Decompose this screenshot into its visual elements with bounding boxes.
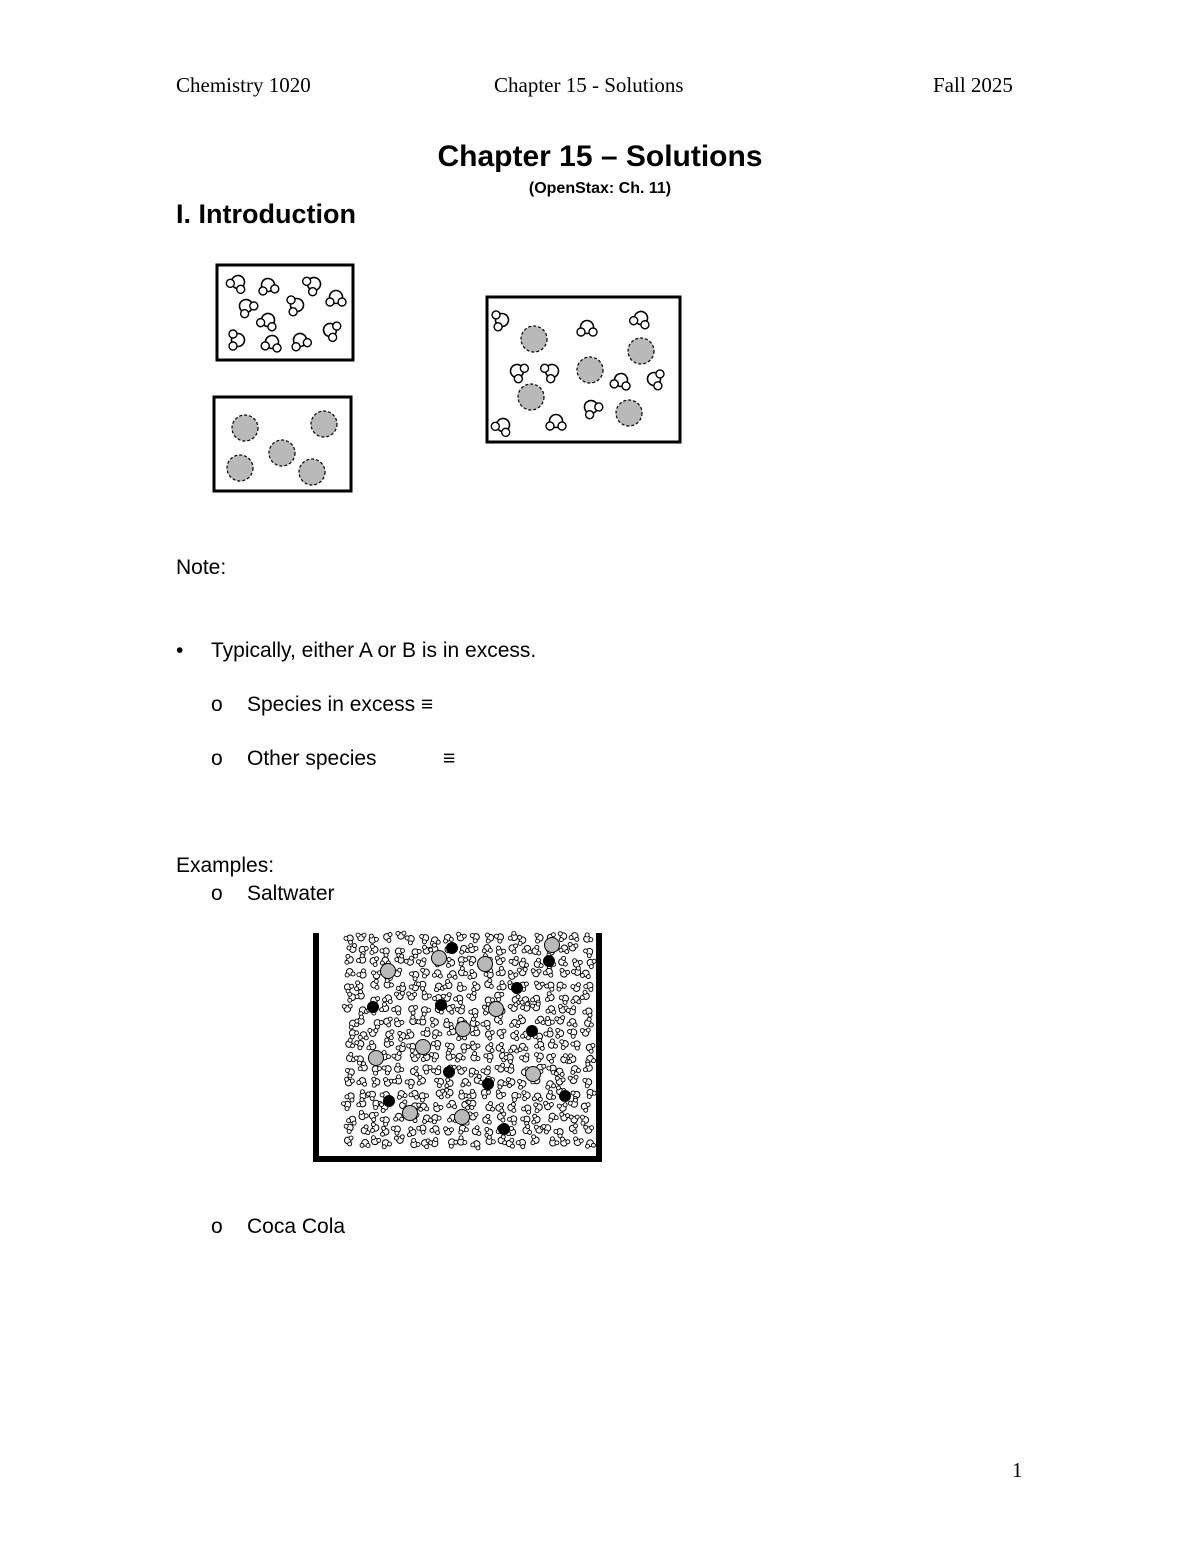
water-molecule-icon	[369, 955, 379, 967]
water-molecule-icon	[356, 933, 366, 941]
water-molecule-icon	[543, 1027, 556, 1040]
water-molecule-icon	[469, 1051, 481, 1064]
water-molecule-icon	[356, 1076, 368, 1086]
water-molecule-icon	[342, 981, 354, 994]
water-molecule-icon	[383, 931, 393, 942]
water-molecule-icon	[495, 1078, 508, 1090]
water-molecule-icon	[455, 932, 467, 943]
saltwater-beaker	[316, 931, 599, 1159]
header-term: Fall 2025	[933, 73, 1013, 97]
sub-bullet-marker: o	[211, 747, 223, 770]
water-molecule-icon	[553, 1126, 566, 1139]
water-molecule-icon	[558, 968, 570, 979]
water-molecule-icon	[569, 1064, 581, 1075]
solute-particle	[518, 384, 544, 410]
pure-solvent-box	[217, 265, 353, 360]
water-molecule-icon	[494, 956, 506, 966]
water-molecule-icon	[522, 945, 533, 954]
water-molecule-icon	[419, 1004, 432, 1016]
water-molecule-icon	[455, 981, 468, 994]
water-molecule-icon	[545, 991, 555, 1003]
water-molecule-icon	[346, 943, 358, 954]
water-molecule-icon	[567, 1018, 578, 1028]
water-molecule-icon	[506, 1138, 515, 1149]
water-molecule-icon	[408, 1089, 420, 1100]
water-molecule-icon	[392, 1074, 405, 1087]
water-molecule-icon	[381, 1063, 393, 1076]
example-coca-cola: Coca Cola	[247, 1215, 346, 1238]
header-chapter: Chapter 15 - Solutions	[494, 73, 684, 97]
water-molecule-icon	[583, 946, 595, 959]
water-molecule-icon	[420, 1026, 433, 1039]
water-molecule-icon	[482, 1114, 492, 1126]
water-molecule-icon	[484, 1101, 495, 1113]
water-molecule-icon	[517, 1078, 527, 1089]
water-molecule-icon	[446, 957, 455, 968]
water-molecule-icon	[407, 1127, 417, 1138]
water-molecule-icon	[368, 1110, 379, 1122]
water-molecule-icon	[585, 1042, 596, 1054]
water-molecule-icon	[456, 1065, 468, 1075]
beaker-contents	[341, 931, 597, 1151]
ion-particle	[544, 956, 555, 967]
water-molecule-icon	[343, 1077, 355, 1087]
water-molecule-icon	[346, 1114, 358, 1125]
water-molecule-icon	[345, 954, 355, 965]
water-molecule-icon	[519, 1052, 531, 1063]
bullet-dot: •	[176, 639, 184, 662]
water-molecule-icon	[569, 1115, 579, 1123]
water-molecule-icon	[484, 978, 494, 990]
water-molecule-icon	[494, 1089, 506, 1100]
page-title: Chapter 15 – Solutions	[437, 140, 763, 173]
ion-particle	[368, 1002, 379, 1013]
water-molecule-icon	[390, 1123, 402, 1136]
water-molecule-icon	[543, 967, 555, 978]
water-molecule-icon	[558, 1112, 570, 1122]
solute-particle	[311, 411, 337, 437]
water-molecule-icon	[516, 1014, 526, 1026]
solute-particle	[403, 1106, 418, 1121]
water-molecule-icon	[554, 1015, 565, 1025]
water-molecule-icon	[446, 1136, 459, 1149]
pure-solute-box	[214, 397, 351, 491]
solute-particle	[478, 957, 493, 972]
solute-particle	[369, 1051, 384, 1066]
water-molecule-icon	[508, 1002, 520, 1012]
water-molecule-icon	[470, 1139, 483, 1151]
water-molecule-icon	[372, 971, 382, 979]
ion-particle	[444, 1067, 455, 1078]
water-molecule-icon	[544, 1080, 556, 1090]
water-molecule-icon	[410, 1066, 419, 1077]
water-molecule-icon	[473, 1074, 483, 1086]
water-molecule-icon	[506, 970, 518, 981]
water-molecule-icon	[391, 1004, 404, 1016]
water-molecule-icon	[531, 1135, 540, 1146]
water-molecule-icon	[583, 1017, 594, 1029]
water-molecule-icon	[431, 1065, 444, 1077]
solute-particle	[432, 951, 447, 966]
water-molecule-icon	[409, 969, 421, 982]
water-molecule-icon	[484, 1028, 495, 1040]
water-molecule-icon	[485, 932, 494, 943]
water-molecule-icon	[571, 995, 582, 1004]
water-molecule-icon	[447, 970, 458, 980]
water-molecule-icon	[396, 1089, 408, 1099]
water-molecule-icon	[370, 944, 379, 955]
water-molecule-icon	[430, 1028, 443, 1040]
sub-bullet-other-symbol: ≡	[443, 747, 456, 770]
water-molecule-icon	[544, 980, 557, 992]
water-molecule-icon	[356, 1097, 368, 1110]
water-molecule-icon	[517, 935, 526, 946]
water-molecule-icon	[430, 1017, 439, 1028]
water-molecule-icon	[345, 1066, 356, 1078]
water-molecule-icon	[456, 954, 469, 967]
water-molecule-icon	[534, 981, 545, 990]
water-molecule-icon	[372, 1017, 385, 1030]
water-molecule-icon	[541, 1122, 552, 1134]
water-molecule-icon	[485, 1042, 495, 1053]
water-molecule-icon	[429, 1050, 440, 1062]
water-molecule-icon	[509, 1090, 522, 1102]
water-molecule-icon	[445, 1078, 454, 1089]
water-molecule-icon	[494, 931, 506, 944]
water-molecule-icon	[532, 1114, 541, 1125]
water-molecule-icon	[396, 931, 406, 939]
solute-particle	[381, 964, 396, 979]
water-molecule-icon	[443, 1050, 456, 1062]
water-molecule-icon	[382, 1077, 394, 1087]
solute-particle	[616, 400, 642, 426]
water-molecule-icon	[580, 1115, 589, 1126]
water-molecule-icon	[544, 1089, 556, 1102]
water-molecule-icon	[532, 958, 543, 970]
water-molecule-icon	[408, 1138, 421, 1151]
water-molecule-icon	[444, 1087, 453, 1098]
water-molecule-icon	[480, 1065, 493, 1077]
water-molecule-icon	[482, 944, 493, 953]
solute-particle	[299, 459, 325, 485]
water-molecule-icon	[580, 990, 592, 1002]
water-molecule-icon	[435, 1088, 445, 1100]
water-molecule-icon	[496, 980, 508, 993]
water-molecule-icon	[404, 933, 416, 946]
water-molecule-icon	[557, 956, 567, 968]
water-molecule-icon	[507, 1113, 520, 1125]
water-molecule-icon	[458, 944, 470, 954]
water-molecule-icon	[558, 931, 568, 942]
water-molecule-icon	[546, 1005, 557, 1015]
water-molecule-icon	[495, 966, 507, 979]
water-molecule-icon	[417, 1075, 426, 1086]
water-molecule-icon	[557, 1102, 569, 1112]
water-molecule-icon	[344, 968, 355, 978]
water-molecule-icon	[569, 1123, 578, 1134]
water-molecule-icon	[483, 1051, 495, 1064]
water-molecule-icon	[521, 1124, 532, 1136]
water-molecule-icon	[495, 1042, 504, 1053]
water-molecule-icon	[466, 1089, 478, 1102]
water-molecule-icon	[380, 1126, 390, 1137]
water-molecule-icon	[517, 967, 528, 976]
water-molecule-icon	[531, 969, 541, 977]
water-molecule-icon	[431, 1102, 444, 1114]
water-molecule-icon	[508, 942, 518, 954]
water-molecule-icon	[428, 1137, 441, 1149]
water-molecule-icon	[434, 1076, 446, 1088]
water-molecule-icon	[471, 1125, 481, 1137]
water-molecule-icon	[342, 1004, 352, 1012]
water-molecule-icon	[506, 1077, 516, 1088]
water-molecule-icon	[497, 1134, 507, 1146]
ion-particle	[436, 1000, 447, 1011]
water-molecule-icon	[356, 968, 369, 980]
example-saltwater: Saltwater	[247, 882, 335, 905]
water-molecule-icon	[468, 1006, 481, 1018]
water-molecule-icon	[547, 1136, 560, 1149]
water-molecule-icon	[348, 992, 356, 1002]
water-molecule-icon	[394, 991, 405, 1000]
water-molecule-icon	[583, 1125, 594, 1134]
water-molecule-icon	[504, 1063, 517, 1075]
water-molecule-icon	[547, 1111, 559, 1122]
solute-particle	[416, 1040, 431, 1055]
water-molecule-icon	[554, 980, 567, 992]
sub-bullet-marker: o	[211, 1215, 223, 1238]
water-molecule-icon	[570, 1038, 583, 1051]
water-molecule-icon	[360, 1139, 370, 1147]
water-molecule-icon	[511, 1031, 519, 1041]
solute-particle	[232, 415, 258, 441]
water-molecule-icon	[567, 1054, 576, 1065]
water-molecule-icon	[480, 1018, 493, 1030]
sub-bullet-marker: o	[211, 882, 223, 905]
water-molecule-icon	[522, 1090, 531, 1101]
ion-particle	[527, 1026, 538, 1037]
water-molecule-icon	[416, 957, 428, 968]
water-molecule-icon	[416, 1015, 429, 1028]
water-molecule-icon	[545, 1052, 556, 1064]
water-molecule-icon	[534, 1050, 545, 1062]
ion-particle	[483, 1079, 494, 1090]
water-molecule-icon	[531, 945, 542, 957]
water-molecule-icon	[456, 966, 468, 979]
water-molecule-icon	[470, 1026, 482, 1039]
water-molecule-icon	[383, 1016, 393, 1028]
water-molecule-icon	[344, 1091, 357, 1103]
examples-label: Examples:	[176, 854, 275, 877]
solute-particle	[628, 338, 654, 364]
page-subtitle: (OpenStax: Ch. 11)	[528, 180, 672, 197]
water-molecule-icon	[534, 1040, 546, 1051]
water-molecule-icon	[382, 978, 395, 991]
water-molecule-icon	[420, 967, 431, 979]
water-molecule-icon	[567, 1026, 579, 1039]
ion-particle	[384, 1096, 395, 1107]
water-molecule-icon	[521, 1103, 534, 1115]
water-molecule-icon	[515, 1137, 528, 1150]
water-molecule-icon	[446, 1100, 457, 1110]
water-molecule-icon	[366, 933, 379, 945]
water-molecule-icon	[508, 956, 521, 968]
water-molecule-icon	[368, 1028, 378, 1036]
water-molecule-icon	[467, 969, 478, 981]
water-molecule-icon	[360, 1124, 370, 1136]
water-molecule-icon	[466, 991, 478, 1002]
water-molecule-icon	[542, 1101, 554, 1111]
water-molecule-icon	[380, 1138, 392, 1150]
solute-particle	[526, 1067, 541, 1082]
water-molecule-icon	[395, 1042, 408, 1054]
solute-particle	[455, 1110, 470, 1125]
water-molecule-icon	[494, 945, 507, 957]
water-molecule-icon	[517, 1043, 528, 1052]
water-molecule-icon	[581, 932, 593, 945]
water-molecule-icon	[379, 945, 392, 958]
water-molecule-icon	[431, 1038, 444, 1051]
ion-particle	[447, 943, 458, 954]
water-molecule-icon	[580, 1028, 591, 1037]
solute-particle	[577, 357, 603, 383]
sub-bullet-marker: o	[211, 693, 223, 716]
water-molecule-icon	[570, 982, 582, 993]
water-molecule-icon	[520, 1113, 533, 1126]
water-molecule-icon	[416, 1122, 429, 1135]
water-molecule-icon	[372, 1077, 381, 1088]
water-molecule-icon	[470, 931, 482, 944]
water-molecule-icon	[532, 1093, 543, 1102]
solute-particle	[521, 326, 547, 352]
water-molecule-icon	[572, 1136, 584, 1147]
water-molecule-icon	[460, 1078, 471, 1087]
water-molecule-icon	[343, 1135, 353, 1147]
ion-particle	[560, 1091, 571, 1102]
water-molecule-icon	[356, 953, 368, 966]
water-molecule-icon	[535, 933, 544, 944]
water-molecule-icon	[365, 1089, 378, 1102]
water-molecule-icon	[370, 979, 379, 990]
water-molecule-icon	[445, 1041, 456, 1053]
water-molecule-icon	[453, 993, 466, 1005]
water-molecule-icon	[392, 1017, 404, 1028]
solute-particle	[456, 1022, 471, 1037]
water-molecule-icon	[392, 1062, 404, 1075]
water-molecule-icon	[585, 957, 597, 970]
header-course: Chemistry 1020	[176, 73, 311, 97]
water-molecule-icon	[421, 1114, 433, 1124]
ion-particle	[512, 983, 523, 994]
water-molecule-icon	[429, 1124, 441, 1135]
solute-particle	[545, 938, 560, 953]
water-molecule-icon	[419, 990, 432, 1002]
note-label: Note:	[176, 556, 227, 579]
water-molecule-icon	[559, 1038, 569, 1050]
section-heading: I. Introduction	[176, 199, 356, 229]
water-molecule-icon	[458, 1041, 471, 1054]
page-number: 1	[1012, 1458, 1023, 1482]
water-molecule-icon	[582, 1076, 593, 1088]
water-molecule-icon	[356, 1110, 369, 1122]
water-molecule-icon	[585, 1139, 596, 1148]
water-molecule-icon	[455, 1004, 467, 1015]
water-molecule-icon	[495, 1027, 506, 1039]
water-molecule-icon	[466, 954, 477, 966]
water-molecule-icon	[582, 1006, 595, 1018]
water-molecule-icon	[347, 1027, 360, 1040]
water-molecule-icon	[558, 993, 570, 1006]
ion-particle	[499, 1124, 510, 1135]
water-molecule-icon	[379, 1114, 391, 1127]
water-molecule-icon	[394, 1134, 405, 1144]
solute-particle	[269, 440, 295, 466]
bullet-main-text: Typically, either A or B is in excess.	[211, 639, 537, 662]
water-molecule-icon	[584, 1087, 597, 1099]
water-molecule-icon	[370, 1122, 379, 1133]
water-molecule-icon	[583, 1062, 594, 1074]
water-molecule-icon	[509, 1045, 519, 1053]
water-molecule-icon	[410, 1053, 421, 1062]
water-molecule-icon	[496, 1103, 504, 1113]
water-molecule-icon	[471, 981, 480, 992]
water-molecule-icon	[358, 1031, 369, 1040]
water-molecule-icon	[507, 1102, 516, 1113]
water-molecule-icon	[442, 933, 454, 943]
water-molecule-icon	[546, 1038, 558, 1051]
water-molecule-icon	[344, 1038, 355, 1050]
sub-bullet-excess: Species in excess ≡	[247, 693, 434, 716]
water-molecule-icon	[420, 1062, 432, 1075]
water-molecule-icon	[369, 1135, 381, 1147]
solute-particle	[227, 455, 253, 481]
sub-bullet-other: Other species	[247, 747, 377, 770]
water-molecule-icon	[556, 1028, 564, 1038]
solute-particle	[489, 1002, 504, 1017]
water-molecule-icon	[404, 1077, 416, 1090]
water-molecule-icon	[568, 1075, 579, 1084]
water-molecule-icon	[391, 1051, 403, 1062]
water-molecule-icon	[580, 1101, 591, 1113]
water-molecule-icon	[419, 932, 431, 944]
mixture-box	[487, 297, 680, 442]
water-molecule-icon	[580, 969, 591, 979]
water-molecule-icon	[535, 1016, 546, 1025]
water-molecule-icon	[569, 931, 581, 941]
water-molecule-icon	[432, 969, 443, 978]
water-molecule-icon	[407, 1003, 418, 1015]
water-molecule-icon	[533, 1102, 543, 1113]
water-molecule-icon	[406, 992, 417, 1001]
water-molecule-icon	[443, 1126, 454, 1135]
water-molecule-icon	[530, 1002, 542, 1013]
water-molecule-icon	[446, 1003, 456, 1014]
